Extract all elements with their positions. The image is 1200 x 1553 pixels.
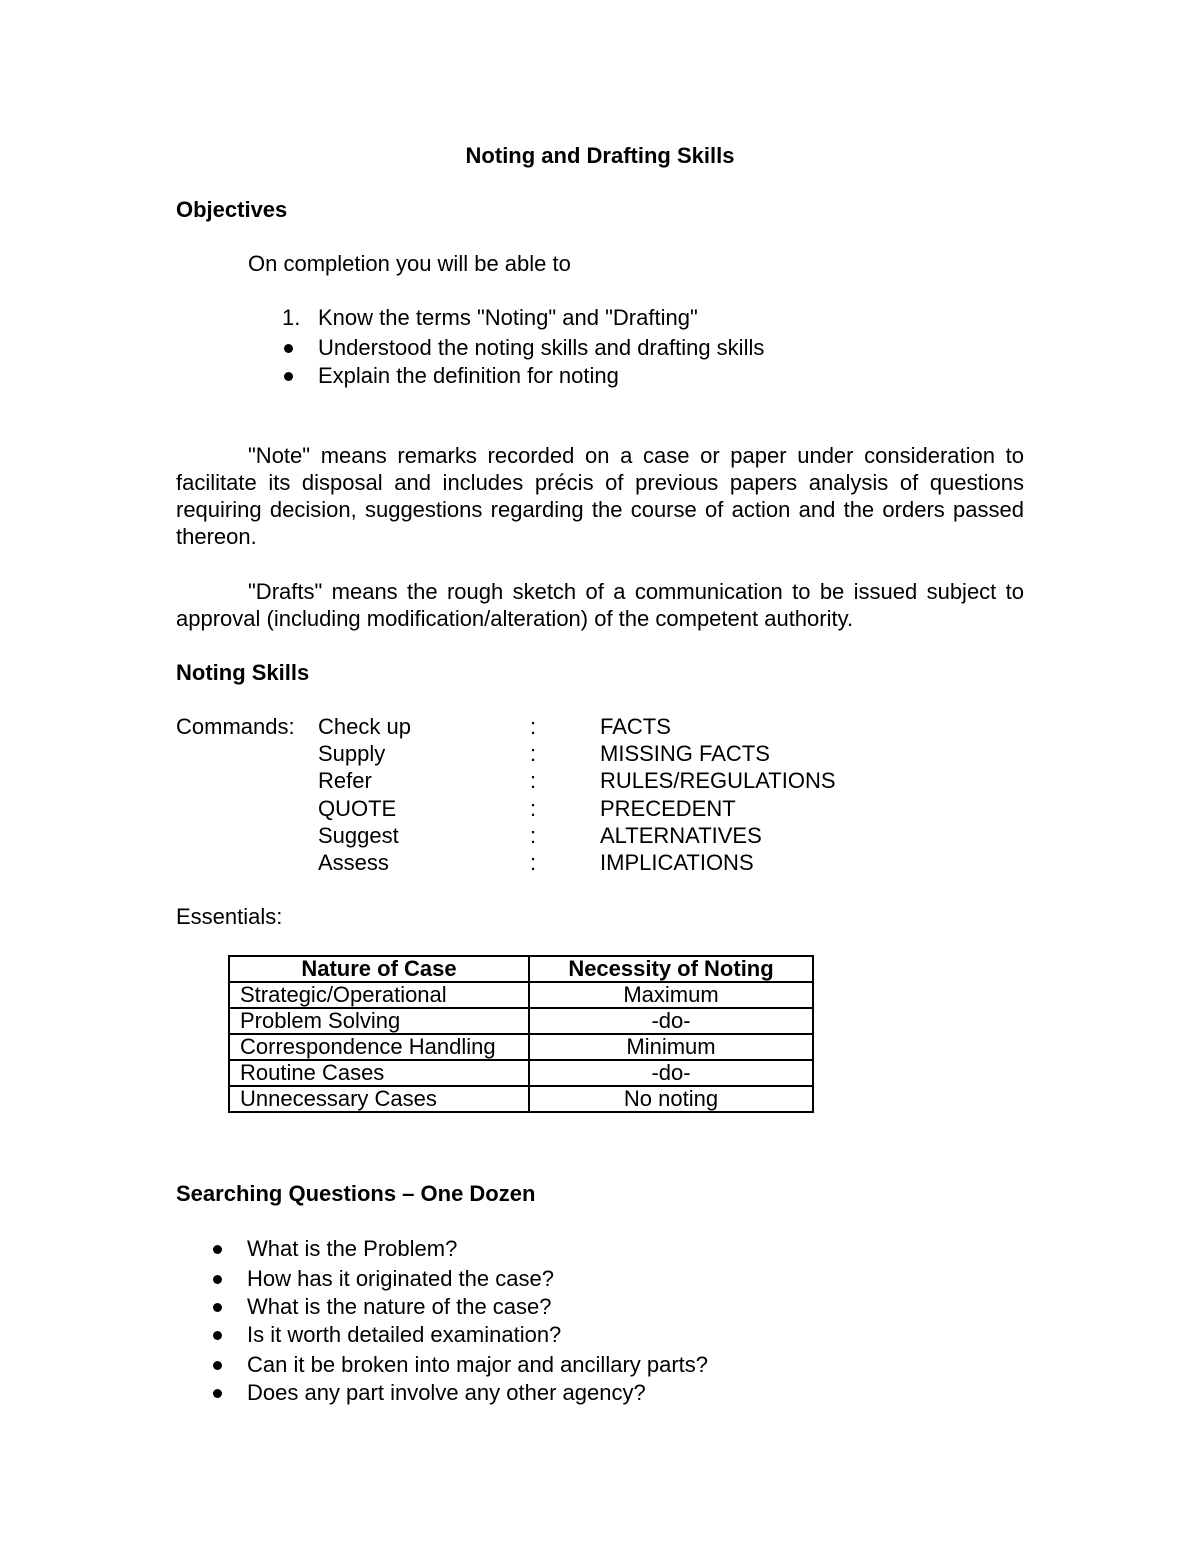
bullet-icon	[284, 344, 293, 353]
table-row	[229, 1086, 813, 1112]
table-header-necessity: Necessity of Noting	[529, 956, 813, 982]
table-cell-necessity: No noting	[529, 1086, 813, 1112]
command-verb: Supply	[318, 741, 386, 766]
table-cell-nature: Correspondence Handling	[229, 1034, 529, 1060]
bullet-icon	[213, 1303, 222, 1312]
command-verb: Refer	[318, 768, 372, 793]
command-colon: :	[530, 741, 537, 766]
drafts-definition-text: "Drafts" means the rough sketch of a communication to be issued subject to approval (including modification/alteration) of the competent authority.	[176, 579, 1024, 631]
objectives-heading: Objectives	[176, 197, 288, 222]
objectives-intro: On completion you will be able to	[248, 251, 571, 276]
table-cell-nature: Unnecessary Cases	[229, 1086, 529, 1112]
list-item: Understood the noting skills and drafting skills	[318, 335, 765, 360]
page-title: Noting and Drafting Skills	[465, 143, 735, 168]
command-colon: :	[530, 768, 537, 793]
command-verb: Suggest	[318, 823, 399, 848]
command-object: RULES/REGULATIONS	[600, 768, 836, 793]
command-object: IMPLICATIONS	[600, 850, 754, 875]
list-item: Is it worth detailed examination?	[247, 1322, 562, 1347]
list-item: What is the Problem?	[247, 1236, 458, 1261]
bullet-icon	[213, 1275, 222, 1284]
list-item: Know the terms "Noting" and "Drafting"	[318, 305, 698, 330]
table-row	[229, 1008, 813, 1034]
list-item: How has it originated the case?	[247, 1266, 554, 1291]
table-cell-necessity: -do-	[529, 1060, 813, 1086]
list-item: What is the nature of the case?	[247, 1294, 552, 1319]
command-colon: :	[530, 850, 537, 875]
table-row	[229, 1034, 813, 1060]
table-cell-nature: Problem Solving	[229, 1008, 529, 1034]
command-colon: :	[530, 823, 537, 848]
table-row	[229, 982, 813, 1008]
list-item: Explain the definition for noting	[318, 363, 619, 388]
searching-questions-heading: Searching Questions – One Dozen	[176, 1181, 536, 1206]
table-cell-necessity: Minimum	[529, 1034, 813, 1060]
command-verb: QUOTE	[318, 796, 397, 821]
command-object: PRECEDENT	[600, 796, 736, 821]
command-object: ALTERNATIVES	[600, 823, 762, 848]
table-cell-necessity: -do-	[529, 1008, 813, 1034]
table-row	[229, 1060, 813, 1086]
drafts-definition	[176, 578, 1024, 632]
bullet-icon	[213, 1245, 222, 1254]
command-verb: Check up	[318, 714, 411, 739]
commands-label: Commands:	[176, 714, 295, 739]
table-header-row	[229, 956, 813, 982]
command-object: FACTS	[600, 714, 671, 739]
essentials-table	[228, 955, 814, 1113]
table-cell-necessity: Maximum	[529, 982, 813, 1008]
command-colon: :	[530, 714, 537, 739]
list-number: 1.	[282, 305, 301, 330]
table-header-nature: Nature of Case	[229, 956, 529, 982]
list-item: Can it be broken into major and ancillary parts?	[247, 1352, 709, 1377]
table-cell-nature: Strategic/Operational	[229, 982, 529, 1008]
command-colon: :	[530, 796, 537, 821]
command-verb: Assess	[318, 850, 389, 875]
bullet-icon	[284, 372, 293, 381]
command-object: MISSING FACTS	[600, 741, 770, 766]
bullet-icon	[213, 1361, 222, 1370]
bullet-icon	[213, 1389, 222, 1398]
list-item: Does any part involve any other agency?	[247, 1380, 646, 1405]
bullet-icon	[213, 1331, 222, 1340]
noting-skills-heading: Noting Skills	[176, 660, 310, 685]
table-cell-nature: Routine Cases	[229, 1060, 529, 1086]
note-definition	[176, 442, 1024, 550]
note-definition-text: "Note" means remarks recorded on a case or paper under consideration to facilitate its disposal and includes précis of previous papers analysis of questions requiring decision, suggestions regarding the course of action and the orders passed thereon.	[176, 443, 1024, 549]
essentials-label: Essentials:	[176, 904, 283, 929]
